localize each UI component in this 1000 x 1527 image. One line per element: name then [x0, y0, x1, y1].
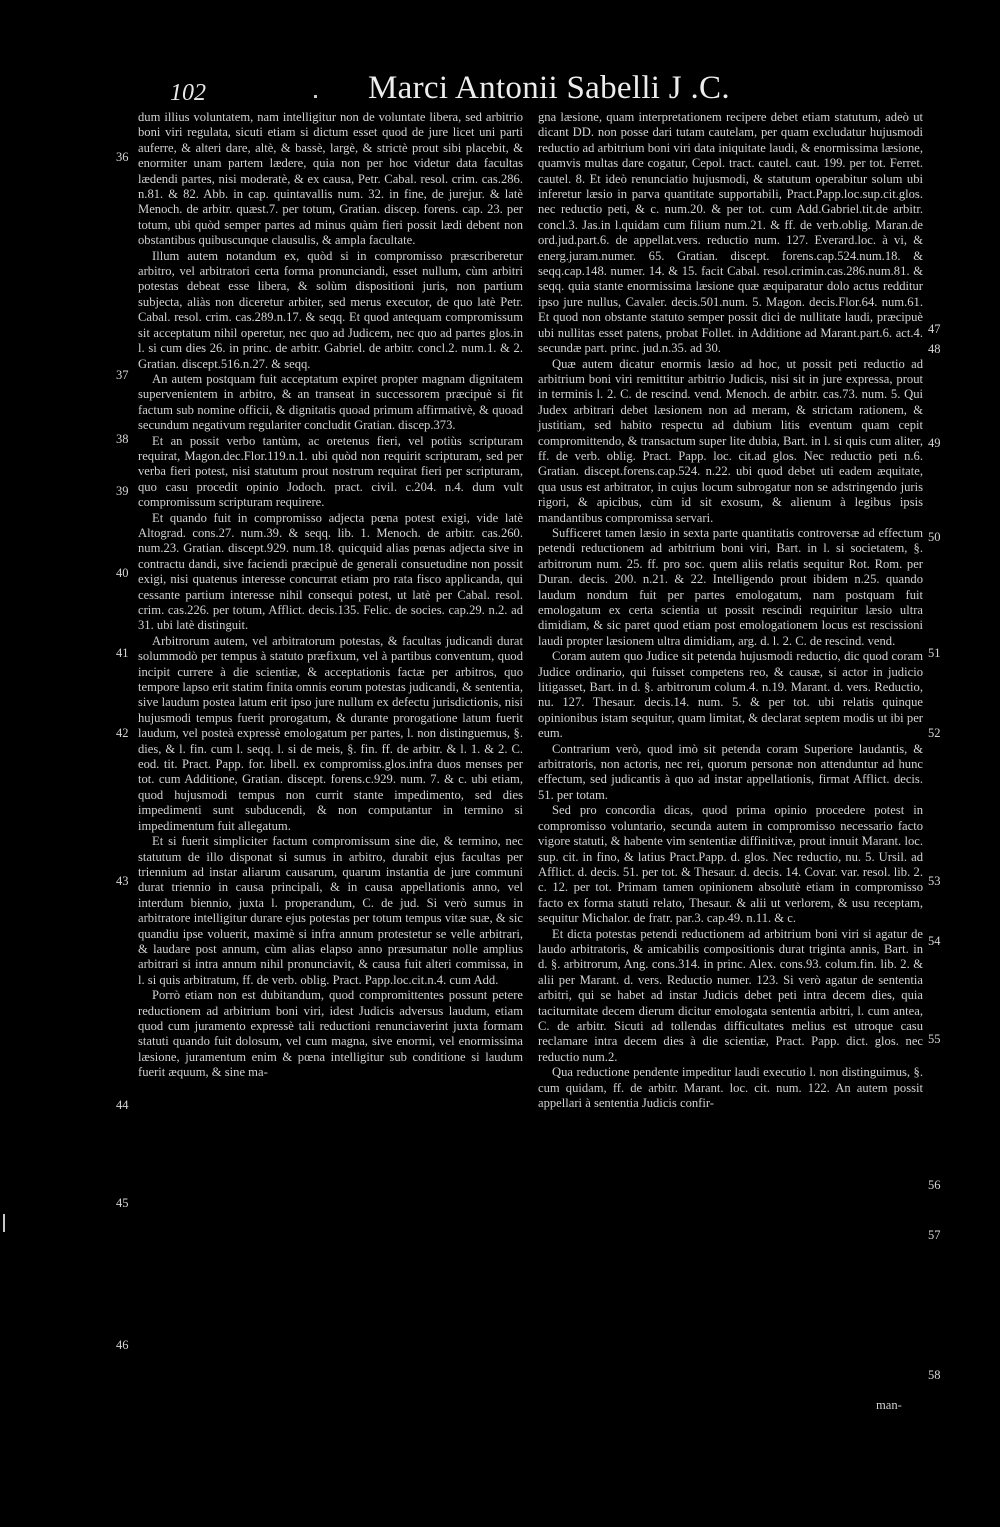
marginal-number: 47 — [928, 322, 941, 336]
marginal-number: 42 — [116, 726, 129, 740]
paragraph: Sed pro concordia dicas, quod prima opinio procedere potest in compromisso voluntario, secunda autem in compromisso necessario facto vigore statuti, & habente vim sententiæ diffinitivæ, prout innuit Marant. loc. sup. cit. in fino, & latius Pract.Papp. d. glos. Nec reductio, nu. 5. Ursil. ad Afflict. d. decis. 51. per tot. & Thesaur. d. decis. 14. Covar. var. resol. lib. 2. c. 12. per tot. Primam tamen opinionem absolutè etiam in compromisso facto ex forma statuti relato, Thesaur. & alii ut verlorem, & usu receptam, sequitur Michalor. de fratr. par.3. cap.49. n.11. & c. — [538, 803, 923, 926]
paragraph: Sufficeret tamen læsio in sexta parte quantitatis controversæ ad effectum petendi reductionem ad arbitrium boni viri, Bart. in l. si societatem, §. arbitrorum num. 25. ff. pro soc. quem aliis relatis sequitur Rot. Rom. per Duran. decis. 200. n.21. & 22. Intelligendo prout ibidem n.25. quando laudum nondum fuit per partes emologatum, nam postquam fuit emologatum ex certa scientia ut possit rescindi requiritur læsio ultra dimidiam, & sic paret quod etiam post emologationem locus est rescissioni laudi propter læsionem ultra dimidiam, arg. d. l. 2. C. de rescind. vend. — [538, 525, 923, 648]
marginal-number: 52 — [928, 726, 941, 740]
left-column — [138, 110, 523, 1081]
marginal-number: 56 — [928, 1178, 941, 1192]
paragraph: Quæ autem dicatur enormis læsio ad hoc, ut possit peti reductio ad arbitrium boni viri remittitur arbitrio Judicis, nisi sit in jure expressa, prout in terminis l. 2. C. de rescind. vend. Menoch. de arbitr. cas.73. num. 5. Qui Judex arbitrari debet læsionem non ad meram, & strictam rationem, & justitiam, sed habito respectu ad dubium litis eventum quam cepit compromittendo, & transactum super lite dubia, Bart. in l. si quis cum aliter, ff. de verb. oblig. Pract. Papp. loc. cit.ad glos. Nec reductio peti n.6. Gratian. discept.forens.cap.524. n.22. ubi quod debet uti eadem æquitate, qua usus est arbitrator, in cujus locum subrogatur non se adstringendo juris rigori, & apicibus, cùm id sit exosum, & alienum à legibus ipsis mandantibus compromissa servari. — [538, 356, 923, 525]
page-number: 102 — [170, 80, 206, 106]
marginal-number: 41 — [116, 646, 129, 660]
paragraph: Et quando fuit in compromisso adjecta pœna potest exigi, vide latè Altograd. cons.27. num.39. & seqq. lib. 1. Menoch. de arbitr. cas.260. num.23. Gratian. discept.929. num.18. quicquid alias pœnas adjecta sive in contractu dandi, sive faciendi præcipuè de generali consuetudine non possit exigi, nisi quatenus interesse concurrat etiam pro rata fisco applicanda, qui cessante partium interesse nihil consequi potest, ut latè per Cabal. resol. crim. cas.226. per totum, Afflict. decis.135. Felic. de socies. cap.29. n.2. ad 31. ubi latè distinguit. — [138, 510, 523, 633]
paragraph: dum illius voluntatem, nam intelligitur non de voluntate libera, sed arbitrio boni viri regulata, sicuti etiam si dictum esset quod de jure licet uni parti auferre, & alteri dare, altè, & bassè, largè, & strictè prout sibi placebit, & enormiter unam partem lædere, quia non per hoc videtur data facultas lædendi partes, nisi moderatè, & ex causa, Petr. Cabal. resol. crim. cas.286. n.81. & 82. Abb. in cap. quintavallis num. 32. in fine, de jurejur. & latè Menoch. de arbitr. quæst.7. per totum, Gratian. discep. forens. cap. 23. per totum, ubi quòd semper partes ad minus quàm fieri possit lædi debent non obstantibus quibuscunque clausulis, & ampla facultate. — [138, 110, 523, 248]
marginal-number: 36 — [116, 150, 129, 164]
paragraph: An autem postquam fuit acceptatum expiret propter magnam dignitatem supervenientem in arbitro, & an transeat in successorem præcipuè si fit factum sub nomine officii, & dignitatis quoad primum affirmativè, & quoad secundum negativum regulariter concludit Gratian. discep.373. — [138, 371, 523, 433]
marginal-number: 53 — [928, 874, 941, 888]
paragraph: Arbitrorum autem, vel arbitratorum potestas, & facultas judicandi durat solummodò per tempus à statuto præfixum, vel à partibus conventum, quod incipit currere à die scientiæ, & acceptationis factæ per arbitros, quo tempore lapso erit statim finita omnis eorum potestas judicandi, & sententia, sive laudum postea latum erit ipso jure nullum ex defectu jurisdictionis, nisi hujusmodi tempus fuerit prorogatum, & durante prorogatione latum fuerit laudum, vel posteà expressè emologatum per partes, l. non distinguemus, §. dies, & l. fin. cum l. seqq. l. si de meis, §. fin. ff. de arbitr. & l. 1. & 2. C. eod. tit. Pract. Papp. for. libell. ex compromiss.glos.infra duos menses per tot. cum Additione, Gratian. discept. forens.c.929. num. 7. & c. ubi etiam, quod hujusmodi tempus non currit stante impedimento, sed dies impedimenti sunt subducendi, & non computantur in termino si impedimentum fuit allegatum. — [138, 633, 523, 833]
scan-speck — [314, 95, 317, 98]
paragraph: Qua reductione pendente impeditur laudi executio l. non distinguimus, §. cum quidam, ff. de arbitr. Marant. loc. cit. num. 122. An autem possit appellari à sententia Judicis confir- — [538, 1065, 923, 1110]
paragraph: Illum autem notandum ex, quòd si in compromisso præscriberetur arbitro, vel arbitratori certa forma pronunciandi, esset nullum, cùm arbitri potestas debeat esse libera, & solùm dispositioni juris, non partium subjecta, aliàs non diceretur arbiter, sed merus executor, de quo latè Petr. Cabal. resol. crim. cas.289.n.17. & seqq. Et quod antequam compromissum sit acceptatum nihil operetur, nec quo ad Judicem, nec quo ad partes glos.in l. si cum dies 26. in princ. de arbitr. Gabriel. de arbitr. concl.2. num.1. & 2. Gratian. discept.516.n.27. & seqq. — [138, 248, 523, 371]
marginal-number: 57 — [928, 1228, 941, 1242]
marginal-number: 37 — [116, 368, 129, 382]
marginal-number: 43 — [116, 874, 129, 888]
marginal-number: 55 — [928, 1032, 941, 1046]
marginal-number: 38 — [116, 432, 129, 446]
running-head: Marci Antonii Sabelli J .C. — [368, 70, 730, 106]
marginal-number: 46 — [116, 1338, 129, 1352]
marginal-number: 45 — [116, 1196, 129, 1210]
catchword: man- — [876, 1398, 902, 1412]
paragraph: Et si fuerit simpliciter factum compromissum sine die, & termino, nec statutum de illo disponat si sumus in arbitro, durabit ejus facultas per triennium ad instar aliarum causarum, quarum instantia de jure communi durat triennio in causa principali, & in causa appellationis anno, vel interdum biennio, juxta l. properandum, C. de jud. Si verò sumus in arbitratore intelligitur durare ejus potestas per totum tempus vitæ suæ, & sic quandiu ipse voluerit, maximè si infra annum protestetur se velle arbitrari, & laudare post annum, cùm alias elapso anno præsumatur nolle amplius arbitrari si intra annum nihil pronunciavit, & causa fuit alteri commissa, in l. si quis arbitratum, ff. de verb. oblig. Pract. Papp.loc.cit.n.4. cum Add. — [138, 834, 523, 987]
marginal-number: 58 — [928, 1368, 941, 1382]
paragraph: Coram autem quo Judice sit petenda hujusmodi reductio, dic quod coram Judice ordinario, qui fuisset competens reo, & causæ, si actor in judicio litigasset, Bart. in d. §. arbitrorum colum.4. n.19. Marant. d. vers. Reductio, nu. 127. Thesaur. decis.14. num. 5. & per tot. ubi relatis quinque opinionibus istam sequitur, quam limitat, & declarat septem modis ut ibi per eum. — [538, 649, 923, 741]
marginal-number: 39 — [116, 484, 129, 498]
marginal-number: 49 — [928, 436, 941, 450]
marginal-number: 44 — [116, 1098, 129, 1112]
marginal-number: 50 — [928, 530, 941, 544]
marginal-number: 51 — [928, 646, 941, 660]
marginal-number: 54 — [928, 934, 941, 948]
paragraph: Et dicta potestas petendi reductionem ad arbitrium boni viri si agatur de laudo arbitratoris, & amicabilis compositionis durat triginta annis, Bart. in d. §. arbitrorum, Ang. cons.314. in princ. Alex. cons.93. colum.fin. lib. 2. & alii per Marant. d. vers. Reductio numer. 123. Si verò agatur de sententia arbitri, qui se habet ad instar Judicis debet peti intra decem dies, quia taciturnitate decem dierum dicitur emologata sententia arbitri, l. cum antea, C. de arbitr. Sicuti ad tollendas difficultates melius est utroque casu reclamare intra decem dies à die scientiæ, Pract. Papp. dict. glos. nec reductio num.2. — [538, 926, 923, 1064]
marginal-number: 40 — [116, 566, 129, 580]
marginal-number: 48 — [928, 342, 941, 356]
scan-speck — [3, 1214, 5, 1232]
paragraph: Contrarium verò, quod imò sit petenda coram Superiore laudantis, & arbitratoris, non actoris, nec rei, quorum personæ non attenduntur ad hunc effectum, sed judicantis à quo ad instar appellationis, firmat Afflict. decis. 51. per totam. — [538, 741, 923, 802]
paragraph: Et an possit verbo tantùm, ac oretenus fieri, vel potiùs scripturam requirat, Magon.dec.Flor.119.n.1. ubi quòd non requirit scripturam, sed per verba fieri potest, nisi statutum prout nostrum requirat fieri per scripturam, quo casu procedit opinio Jodoch. pract. civil. c.204. n.4. dum vult compromissum scripturam requirere. — [138, 433, 523, 510]
paragraph: gna læsione, quam interpretationem recipere debet etiam statutum, adeò ut dicant DD. non posse dari tutam cautelam, per quam excludatur hujusmodi reductio ad arbitrium boni viri data iniquitate laudi, & enormissima læsione, quamvis multas dare cogatur, Cepol. tract. cautel. caut. 199. per tot. Ferret. cautel. 8. Et ideò renunciatio hujusmodi, & statutum operabitur solum ubi inferetur læsio in parva quantitate supportabili, Pract.Papp.loc.sup.cit.glos. nec reductio peti, & c. num.20. & per tot. cum Add.Gabriel.tit.de arbitr. concl.3. Jas.in l.quidam cum filium num.21. & ff. de verb.oblig. Maran.de ord.jud.part.6. de appellat.vers. reductio num. 127. Everard.loc. à vi, & energ.juram.numer. 65. Gratian. discept. forens.cap.524.num.18. & seqq.cap.148. numer. 14. & 15. facit Cabal. resol.crimin.cas.286.num.81. & seqq. quia stante enormissima læsione quæ æquiparatur dolo actus redditur ipso jure nullus, Cavaler. decis.501.num. 5. Magon. decis.Flor.64. num.61. Et quod non obstante statuto semper possit dici de nullitate laudi, præcipuè ubi nullitas esset patens, probat Follet. in Additione ad Marant.part.6. act.4. secundæ part. princ. jud.n.35. ad 30. — [538, 110, 923, 356]
paragraph: Porrò etiam non est dubitandum, quod compromittentes possunt petere reductionem ad arbitrium boni viri, idest Judicis adversus laudum, etiam quod cum juramento expressè tali reductioni renunciaverint juxta formam statuti quando fuit dolosum, vel cum magna, sive enormi, vel enormissima læsione, juramentum enim & pœna intelligitur sub conditione si laudum fuerit æquum, & sine ma- — [138, 988, 523, 1080]
right-column — [538, 110, 923, 1111]
